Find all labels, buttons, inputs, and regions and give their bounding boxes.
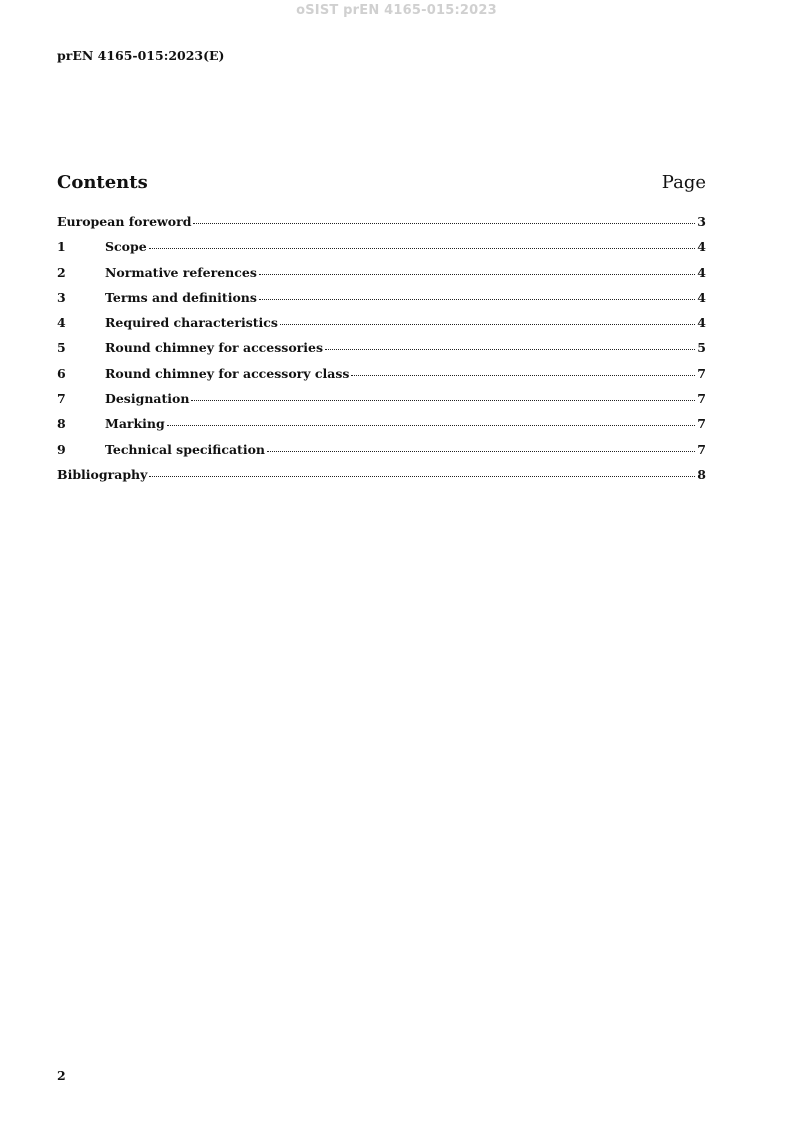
toc-entry-title: European foreword bbox=[57, 214, 192, 229]
toc-entry-marking[interactable] bbox=[57, 416, 706, 441]
toc-entry-page: 4 bbox=[697, 315, 706, 331]
toc-entry-technical-specification[interactable] bbox=[57, 442, 706, 467]
toc-entry-number: 5 bbox=[57, 340, 66, 356]
watermark: oSIST prEN 4165-015:2023 bbox=[296, 3, 497, 18]
toc-entry-title: Normative references bbox=[105, 264, 257, 280]
toc-entry-number: 6 bbox=[57, 365, 66, 381]
toc-entry-title: Designation bbox=[105, 391, 190, 407]
toc-entry-terms-and-definitions[interactable] bbox=[57, 290, 706, 315]
dot-leader bbox=[167, 424, 696, 426]
toc-entry-number: 8 bbox=[57, 416, 66, 432]
contents-header bbox=[57, 172, 706, 198]
dot-leader bbox=[149, 475, 695, 477]
toc-entry-designation[interactable] bbox=[57, 391, 706, 416]
toc-entry-title: Scope bbox=[105, 239, 147, 255]
toc-entry-scope[interactable] bbox=[57, 239, 706, 264]
page-column-label: Page bbox=[661, 172, 706, 193]
contents-title: Contents bbox=[57, 172, 148, 193]
toc-entry-number: 2 bbox=[57, 264, 66, 280]
toc-entry-page: 7 bbox=[697, 391, 706, 407]
toc-entry-number: 7 bbox=[57, 391, 66, 407]
toc-entry-page: 4 bbox=[697, 264, 706, 280]
dot-leader bbox=[280, 323, 695, 325]
toc-entry-required-characteristics[interactable] bbox=[57, 315, 706, 340]
dot-leader bbox=[267, 450, 695, 452]
dot-leader bbox=[149, 247, 696, 249]
toc-entry-title: Terms and definitions bbox=[105, 289, 257, 305]
toc-entry-page: 5 bbox=[697, 340, 706, 356]
toc-entry-number: 4 bbox=[57, 315, 66, 331]
toc-entry-page: 3 bbox=[697, 214, 706, 229]
document-id: prEN 4165-015:2023(E) bbox=[57, 48, 225, 63]
toc-entry-title: Round chimney for accessories bbox=[105, 340, 323, 356]
toc-entry-page: 7 bbox=[697, 441, 706, 457]
dot-leader bbox=[193, 222, 695, 224]
toc-entry-title: Round chimney for accessory class bbox=[105, 365, 350, 381]
toc-entry-title: Required characteristics bbox=[105, 315, 278, 331]
toc-entry-page: 8 bbox=[697, 466, 706, 482]
dot-leader bbox=[259, 273, 695, 275]
toc-entry-number: 3 bbox=[57, 289, 66, 305]
dot-leader bbox=[351, 374, 695, 376]
toc-entry-page: 4 bbox=[697, 239, 706, 255]
toc-entry-title: Bibliography bbox=[57, 466, 148, 482]
dot-leader bbox=[259, 298, 695, 300]
toc-entry-title: Technical specification bbox=[105, 441, 266, 457]
footer-page-number: 2 bbox=[57, 1068, 66, 1083]
toc-entry-number: 9 bbox=[57, 441, 66, 457]
dot-leader bbox=[325, 348, 695, 350]
toc-entry-title: Marking bbox=[105, 416, 165, 432]
toc-entry-page: 4 bbox=[697, 289, 706, 305]
toc-entry-european-foreword[interactable] bbox=[57, 214, 706, 239]
toc-entry-page: 7 bbox=[697, 416, 706, 432]
toc-entry-number: 1 bbox=[57, 239, 66, 255]
table-of-contents bbox=[57, 214, 706, 492]
toc-entry-round-chimney-for-accessory-class[interactable] bbox=[57, 366, 706, 391]
dot-leader bbox=[191, 399, 695, 401]
toc-entry-page: 7 bbox=[697, 365, 706, 381]
toc-entry-bibliography[interactable] bbox=[57, 467, 706, 492]
toc-entry-round-chimney-for-accessories[interactable] bbox=[57, 340, 706, 365]
toc-entry-normative-references[interactable] bbox=[57, 265, 706, 290]
